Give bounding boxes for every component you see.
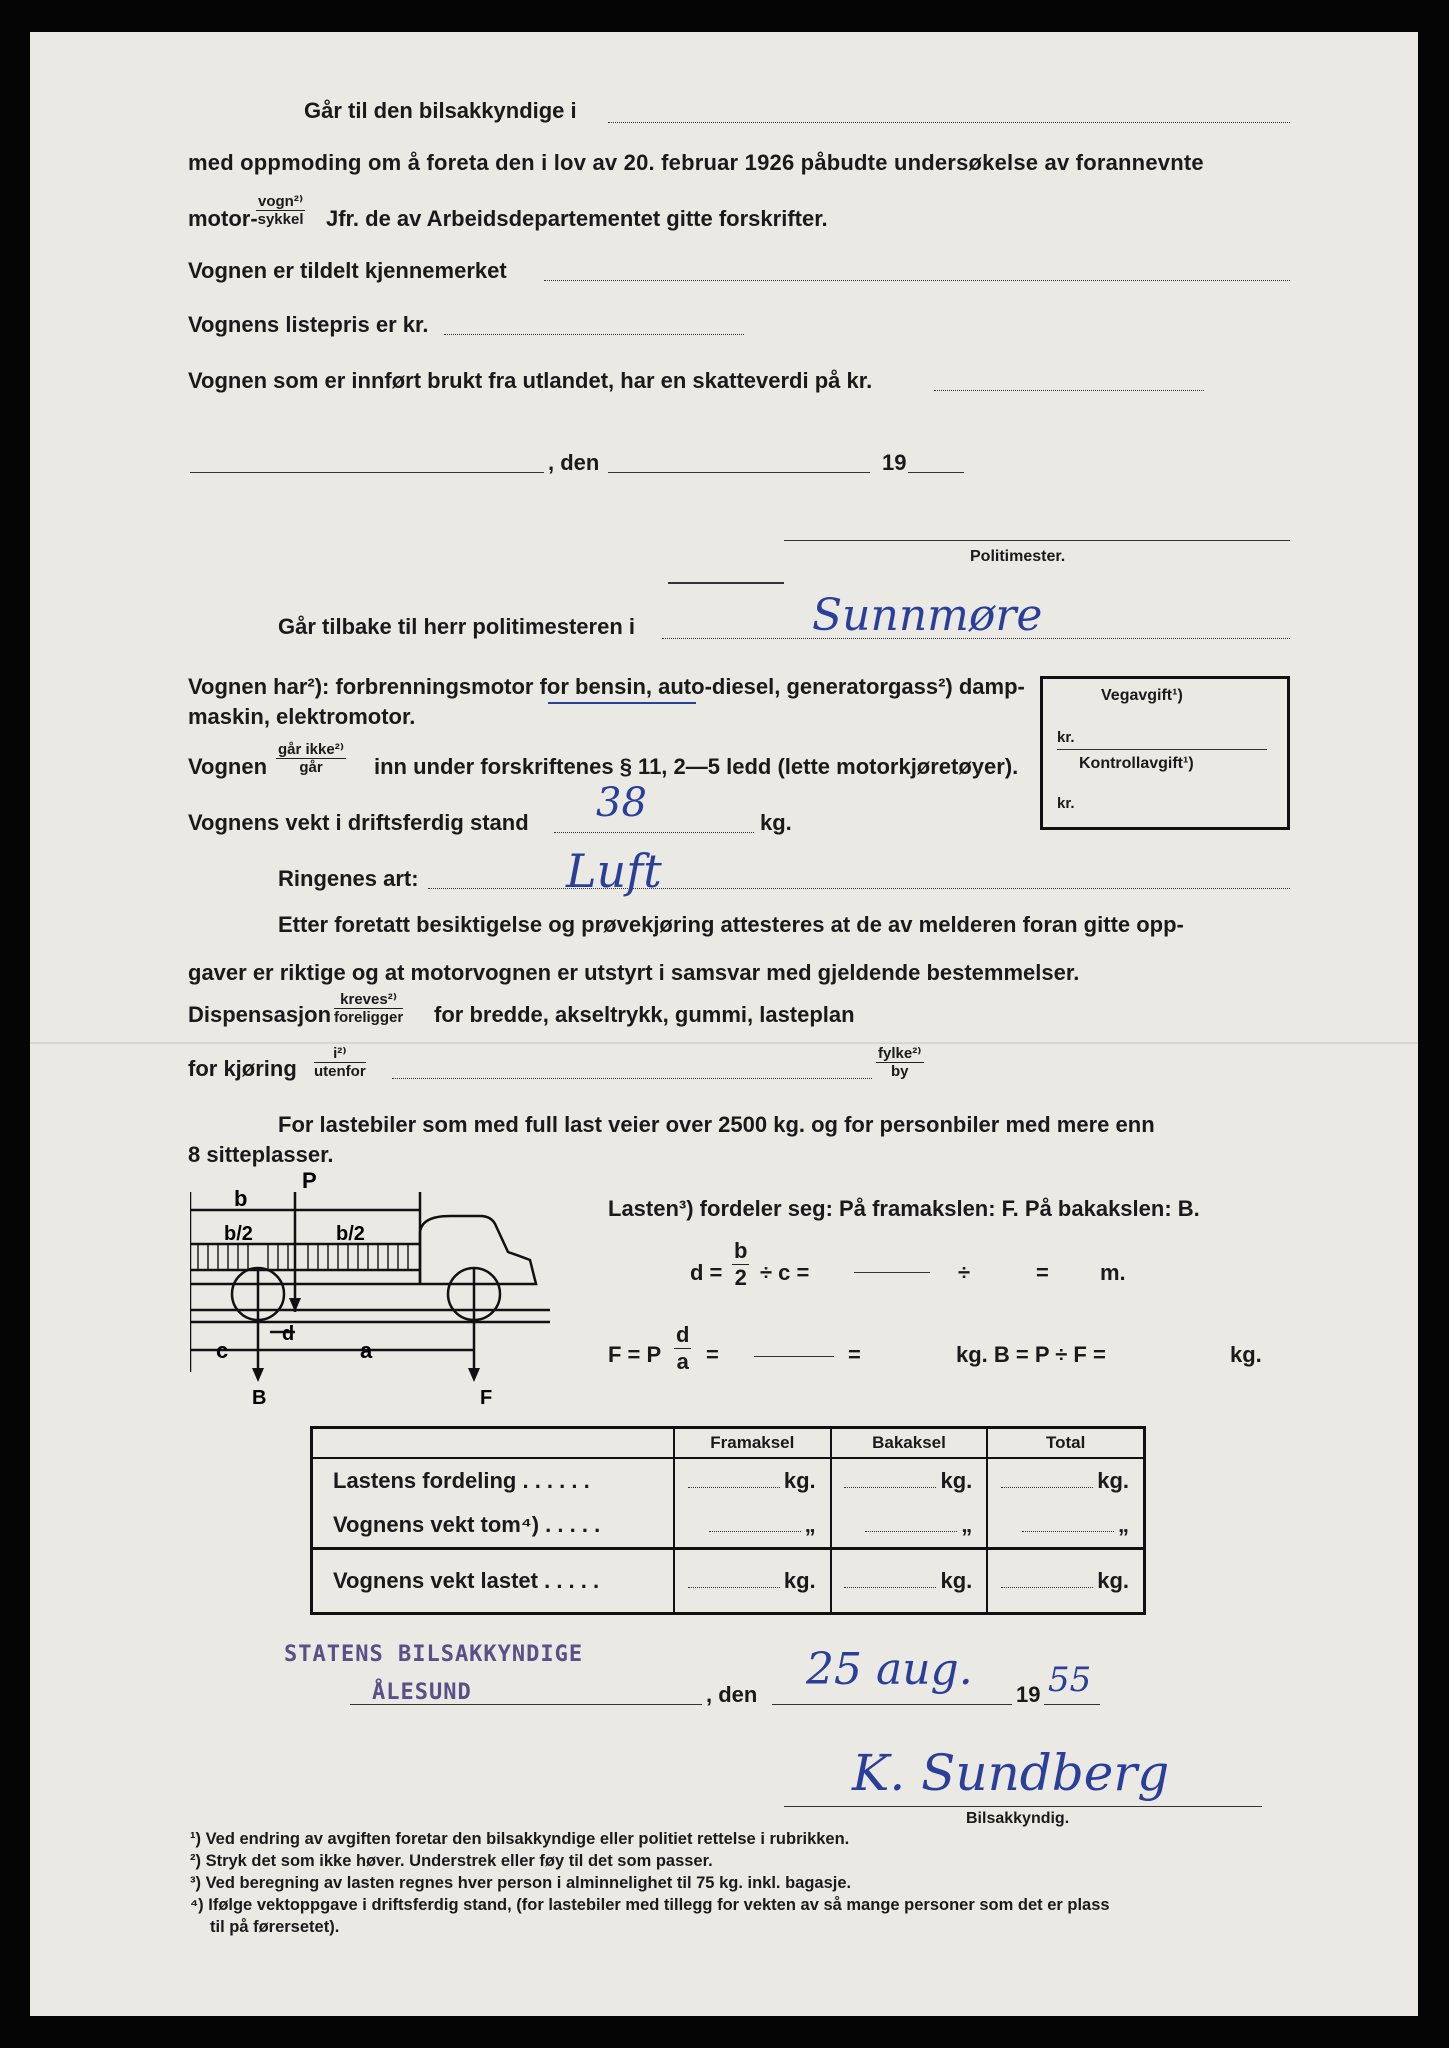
diagram-label-a: a [360,1338,373,1363]
police-signature-line[interactable] [784,540,1290,541]
table-row: Vognens vekt lastet . . . . . kg. kg. kg. [312,1549,1145,1614]
formula-d-equals: = [1036,1260,1049,1285]
dispensation-items: for bredde, akseltrykk, gummi, lasteplan [434,1002,855,1027]
weight-handwriting: 38 [596,780,647,826]
table-row: Vognens vekt tom⁴) . . . . . „ „ „ [312,1503,1145,1549]
tyres-handwriting: Luft [566,844,662,898]
inspector-stamp-line-1: STATENS BILSAKKYNDIGE [284,1642,584,1667]
trucks-line-2: 8 sitteplasser. [188,1142,334,1167]
weight-unit: kg. [760,810,792,835]
inspector-place-field[interactable] [350,1704,702,1705]
police-chief-label: Politimester. [970,548,1066,565]
light-vehicle-rule: inn under forskriftenes § 11, 2—5 ledd (lette motorkjøretøyer). [374,754,1019,779]
expert-title: Bilsakkyndig. [966,1810,1070,1827]
request-text: med oppmoding om å foreta den i lov av 20. februar 1926 påbudte undersøkelse av forannevnte [188,150,1204,175]
bottom-year-label: 19 [1016,1682,1041,1707]
formula-d-unit: m. [1100,1260,1126,1285]
formula-F-blank[interactable] [754,1356,834,1357]
gaar-fraction: går ikke²⁾ går [278,741,345,776]
formula-d-divide: ÷ [958,1260,971,1285]
list-price-label: Vognens listepris er kr. [188,312,429,337]
year-handwriting: 55 [1048,1660,1092,1700]
header-front-axle: Framaksel [674,1428,831,1459]
year-label: 19 [882,450,907,475]
road-tax-kr: kr. [1057,729,1075,746]
formula-d-start: d = [690,1260,723,1285]
diagram-label-F: F [480,1387,493,1409]
county-city-fraction: fylke²⁾ by [878,1045,922,1080]
registration-mark-field[interactable] [544,280,1290,281]
formula-d-blank-1[interactable] [854,1272,930,1273]
formula-F-equals-2: = [848,1342,861,1367]
bottom-date-label: , den [706,1682,758,1707]
weight-label: Vognens vekt i driftsferdig stand [188,810,529,835]
year-field[interactable] [908,472,964,473]
tax-value-label: Vognen som er innført brukt fra utlandet, har en skatteverdi på kr. [188,368,873,393]
tax-value-field[interactable] [934,390,1204,391]
header-total: Total [987,1428,1144,1459]
formula-b-over-2: $\frac{b}{2}$ [734,1238,748,1290]
inspector-stamp-line-2: ÅLESUND [372,1680,472,1705]
expert-signature-line[interactable] [784,1806,1262,1807]
engine-type-line-1: Vognen har²): forbrenningsmotor for bensin, auto-diesel, generatorgass²) damp- [188,674,1025,699]
diagram-label-B: B [252,1387,267,1409]
registration-mark-label: Vognen er tildelt kjennemerket [188,258,507,283]
diagram-label-b: b [234,1186,248,1211]
district-handwriting: Sunnmøre [812,590,1043,641]
formula-F-equals: = [706,1342,719,1367]
formula-B: kg. B = P ÷ F = [956,1342,1106,1367]
place-field[interactable] [190,472,544,473]
goes-to-expert-label: Går til den bilsakkyndige i [304,98,577,123]
control-fee-kr: kr. [1057,795,1075,812]
footnote-1: ¹) Ved endring av avgiften foretar den bilsakkyndige eller politiet rettelse i rubrikken. [190,1830,850,1848]
load-distribution-diagram [190,1172,610,1412]
expert-signature: K. Sundberg [852,1744,1170,1802]
footnote-4: ⁴) Ifølge vektoppgave i driftsferdig stand, (for lastebiler med tillegg for vekten av så mange personer som det er plass [190,1896,1110,1914]
dispensation-label: Dispensasjon [188,1002,332,1027]
diagram-label-b2-left: b/2 [224,1223,253,1245]
formula-d-rest: ÷ c = [760,1260,810,1285]
date-label: , den [548,450,600,475]
diagram-label-b2-right: b/2 [336,1223,365,1245]
diagram-label-d: d [282,1323,295,1345]
diagram-label-P: P [302,1172,317,1193]
road-tax-field[interactable] [1057,749,1267,750]
diagram-label-c: c [216,1338,229,1363]
formula-F-start: F = P [608,1342,662,1367]
driving-label: for kjøring [188,1056,297,1081]
formula-d-over-a: $\frac{d}{a}$ [676,1322,690,1374]
control-fee-label: Kontrollavgift¹) [1079,755,1194,772]
tyres-field[interactable] [428,888,1290,889]
road-tax-label: Vegavgift¹) [1101,687,1183,704]
return-to-police-label: Går tilbake til herr politimesteren i [278,614,635,639]
formula-B-unit: kg. [1230,1342,1262,1367]
driving-area-field[interactable] [392,1078,872,1079]
tyres-label: Ringenes art: [278,866,419,891]
row-label: Vognens vekt lastet . . . . . [312,1549,675,1614]
footnote-2: ²) Stryk det som ikke høver. Understrek eller føy til det som passer. [190,1852,713,1870]
attestation-line-1: Etter foretatt besiktigelse og prøvekjøring attesteres at de av melderen foran gitte opp- [278,912,1184,937]
date-handwriting: 25 aug. [806,1644,973,1695]
list-price-field[interactable] [444,334,744,335]
bensin-underline [548,702,696,704]
vogn-sykkel-fraction: vogn²⁾ sykkel [257,193,304,228]
date-field[interactable] [608,472,870,473]
table-row: Lastens fordeling . . . . . . kg. kg. kg. [312,1458,1145,1503]
footnote-3: ³) Ved beregning av lasten regnes hver person i alminnelighet til 75 kg. inkl. bagasje. [190,1874,852,1892]
trucks-line-1: For lastebiler som med full last veier over 2500 kg. og for personbiler med mere enn [278,1112,1155,1137]
form-sheet [30,32,1418,2016]
vehicle-word: Vognen [188,754,268,779]
motor-prefix: motor- [188,206,258,231]
header-rear-axle: Bakaksel [831,1428,988,1459]
bottom-year-field[interactable] [1044,1704,1100,1705]
expert-location-field[interactable] [608,122,1290,123]
fee-box [1040,676,1290,830]
footnote-4-cont: til på førersetet). [210,1918,340,1936]
separator-rule [668,582,784,584]
kreves-fraction: kreves²⁾ foreligger [334,991,404,1026]
row-label: Vognens vekt tom⁴) . . . . . [333,1512,601,1537]
load-distribution-text: Lasten³) fordeler seg: På framakslen: F. På bakakslen: B. [608,1196,1200,1221]
row-label: Lastens fordeling . . . . . . [333,1468,590,1493]
attestation-line-2: gaver er riktige og at motorvognen er utstyrt i samsvar med gjeldende bestemmelser. [188,960,1080,985]
weight-field[interactable] [554,832,754,833]
regulations-reference: Jfr. de av Arbeidsdepartementet gitte forskrifter. [326,206,828,231]
within-outside-fraction: i²⁾ utenfor [314,1045,366,1080]
paper-fold [30,1042,1418,1044]
engine-type-line-2: maskin, elektromotor. [188,704,416,729]
bottom-date-field[interactable] [772,1704,1012,1705]
load-table [310,1426,1146,1615]
